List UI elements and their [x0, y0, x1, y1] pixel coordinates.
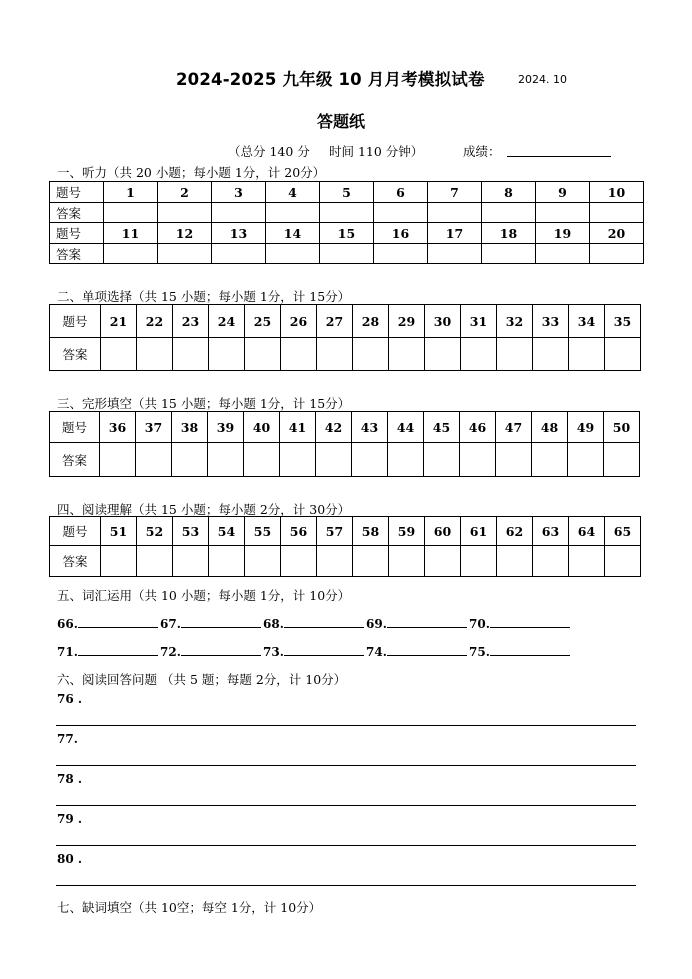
answer-cell[interactable]: [496, 443, 532, 477]
question-number: 30: [425, 305, 461, 338]
question-number: 63: [533, 517, 569, 546]
listening-answer-row-1: [50, 203, 644, 223]
vocab-number: 70.: [469, 617, 490, 631]
answer-cell[interactable]: [497, 338, 533, 371]
time-info: 时间 110 分钟）: [329, 144, 424, 159]
answer-cell[interactable]: [533, 338, 569, 371]
vocab-number: 72.: [160, 645, 181, 659]
answer-cell[interactable]: [389, 546, 425, 577]
section-reading-heading: 四、阅读理解（共 15 小题；每小题 2分，计 30分）: [57, 502, 351, 517]
answer-cell[interactable]: [209, 546, 245, 577]
answer-cell[interactable]: [173, 546, 209, 577]
answer-line-80[interactable]: [56, 885, 636, 886]
answer-cell[interactable]: [137, 338, 173, 371]
answer-cell[interactable]: [158, 203, 212, 223]
vocab-item: [263, 615, 366, 631]
question-number: 32: [497, 305, 533, 338]
answer-cell[interactable]: [428, 203, 482, 223]
answer-cell[interactable]: [101, 546, 137, 577]
answer-cell[interactable]: [244, 443, 280, 477]
question-number: 31: [461, 305, 497, 338]
question-label-78: 78 .: [57, 772, 83, 786]
question-number: 5: [320, 182, 374, 203]
question-number: 46: [460, 412, 496, 443]
question-number: 55: [245, 517, 281, 546]
answer-cell[interactable]: [389, 338, 425, 371]
vocab-item: [57, 615, 160, 631]
question-number: 21: [101, 305, 137, 338]
question-number: 14: [266, 223, 320, 244]
question-number: 26: [281, 305, 317, 338]
question-number: 41: [280, 412, 316, 443]
question-number: 1: [104, 182, 158, 203]
vocab-number: 67.: [160, 617, 181, 631]
answer-cell[interactable]: [482, 203, 536, 223]
vocab-blank[interactable]: [490, 615, 570, 628]
question-number: 15: [320, 223, 374, 244]
question-number: 36: [100, 412, 136, 443]
question-number: 9: [536, 182, 590, 203]
answer-cell[interactable]: [245, 338, 281, 371]
vocab-item: [160, 615, 263, 631]
vocab-blank[interactable]: [490, 643, 570, 656]
answer-cell[interactable]: [280, 443, 316, 477]
answer-label: 答案: [50, 203, 104, 223]
question-number: 53: [173, 517, 209, 546]
question-number: 51: [101, 517, 137, 546]
answer-cell[interactable]: [245, 546, 281, 577]
answer-cell[interactable]: [460, 443, 496, 477]
answer-line-79[interactable]: [56, 845, 636, 846]
question-label-79: 79 .: [57, 812, 83, 826]
answer-cell[interactable]: [605, 338, 641, 371]
question-number: 6: [374, 182, 428, 203]
vocab-blank[interactable]: [181, 643, 261, 656]
answer-cell[interactable]: [388, 443, 424, 477]
answer-cell[interactable]: [425, 338, 461, 371]
answer-label: 答案: [50, 546, 101, 577]
vocab-item: [469, 643, 572, 659]
vocab-number: 73.: [263, 645, 284, 659]
answer-cell[interactable]: [428, 244, 482, 264]
question-number: 43: [352, 412, 388, 443]
answer-label: 答案: [50, 244, 104, 264]
answer-cell[interactable]: [209, 338, 245, 371]
answer-cell[interactable]: [104, 244, 158, 264]
listening-question-row-1: [50, 182, 644, 203]
vocab-item: [57, 643, 160, 659]
score-blank[interactable]: [507, 156, 611, 157]
section-vocab-heading: 五、词汇运用（共 10 小题；每小题 1分，计 10分）: [57, 588, 351, 603]
question-number: 8: [482, 182, 536, 203]
vocab-number: 69.: [366, 617, 387, 631]
question-number: 47: [496, 412, 532, 443]
answer-cell[interactable]: [158, 244, 212, 264]
question-label: 题号: [50, 223, 104, 244]
answer-line-77[interactable]: [56, 765, 636, 766]
question-number: 24: [209, 305, 245, 338]
question-number: 60: [425, 517, 461, 546]
question-number: 49: [568, 412, 604, 443]
vocab-number: 66.: [57, 617, 78, 631]
question-label-76: 76 .: [57, 692, 83, 706]
question-number: 45: [424, 412, 460, 443]
cloze-answer-table: [49, 411, 640, 477]
question-number: 40: [244, 412, 280, 443]
question-number: 42: [316, 412, 352, 443]
answer-line-78[interactable]: [56, 805, 636, 806]
section-questions-heading: 六、阅读回答问题 （共 5 题；每题 2分，计 10分）: [57, 672, 347, 687]
answer-cell[interactable]: [605, 546, 641, 577]
question-number: 18: [482, 223, 536, 244]
vocab-blank[interactable]: [78, 615, 158, 628]
question-number: 64: [569, 517, 605, 546]
question-number: 39: [208, 412, 244, 443]
answer-cell[interactable]: [172, 443, 208, 477]
question-number: 48: [532, 412, 568, 443]
answer-cell[interactable]: [281, 546, 317, 577]
page-subtitle: 答题纸: [317, 112, 366, 131]
choice-question-row: [50, 305, 641, 338]
score-label: 成绩：: [463, 144, 501, 159]
question-number: 50: [604, 412, 640, 443]
question-label: 题号: [50, 517, 101, 546]
question-number: 19: [536, 223, 590, 244]
answer-cell[interactable]: [424, 443, 460, 477]
answer-cell[interactable]: [104, 203, 158, 223]
question-number: 54: [209, 517, 245, 546]
total-score-info: （总分 140 分: [228, 144, 310, 159]
listening-question-row-2: [50, 223, 644, 244]
answer-cell[interactable]: [317, 338, 353, 371]
answer-label: 答案: [50, 443, 100, 477]
answer-cell[interactable]: [173, 338, 209, 371]
answer-cell[interactable]: [568, 443, 604, 477]
answer-cell[interactable]: [317, 546, 353, 577]
answer-cell[interactable]: [101, 338, 137, 371]
answer-cell[interactable]: [266, 244, 320, 264]
question-number: 33: [533, 305, 569, 338]
reading-answer-row: [50, 546, 641, 577]
question-number: 16: [374, 223, 428, 244]
answer-cell[interactable]: [320, 244, 374, 264]
vocab-blank[interactable]: [387, 643, 467, 656]
answer-cell[interactable]: [536, 244, 590, 264]
question-number: 7: [428, 182, 482, 203]
question-number: 25: [245, 305, 281, 338]
vocab-item: [469, 615, 572, 631]
answer-cell[interactable]: [374, 203, 428, 223]
cloze-question-row: [50, 412, 640, 443]
question-number: 38: [172, 412, 208, 443]
answer-cell[interactable]: [353, 546, 389, 577]
question-number: 62: [497, 517, 533, 546]
answer-cell[interactable]: [212, 244, 266, 264]
answer-cell[interactable]: [604, 443, 640, 477]
answer-cell[interactable]: [461, 338, 497, 371]
page-title: 2024-2025 九年级 10 月月考模拟试卷: [176, 70, 485, 89]
answer-cell[interactable]: [482, 244, 536, 264]
listening-answer-table: [49, 181, 644, 264]
section-choice-heading: 二、单项选择（共 15 小题；每小题 1分，计 15分）: [57, 289, 351, 304]
answer-cell[interactable]: [353, 338, 389, 371]
answer-cell[interactable]: [316, 443, 352, 477]
question-number: 44: [388, 412, 424, 443]
vocab-blank[interactable]: [284, 643, 364, 656]
reading-question-row: [50, 517, 641, 546]
question-number: 56: [281, 517, 317, 546]
answer-cell[interactable]: [536, 203, 590, 223]
vocab-blank[interactable]: [181, 615, 261, 628]
listening-answer-row-2: [50, 244, 644, 264]
answer-cell[interactable]: [352, 443, 388, 477]
question-number: 27: [317, 305, 353, 338]
question-number: 37: [136, 412, 172, 443]
vocab-blank[interactable]: [387, 615, 467, 628]
vocab-number: 74.: [366, 645, 387, 659]
question-number: 35: [605, 305, 641, 338]
answer-label: 答案: [50, 338, 101, 371]
vocab-number: 75.: [469, 645, 490, 659]
vocab-item: [366, 643, 469, 659]
exam-date: 2024. 10: [518, 73, 567, 86]
question-label: 题号: [50, 412, 100, 443]
answer-cell[interactable]: [137, 546, 173, 577]
answer-cell[interactable]: [461, 546, 497, 577]
answer-cell[interactable]: [320, 203, 374, 223]
section-gap-fill-heading: 七、缺词填空（共 10空；每空 1分，计 10分）: [57, 900, 322, 915]
question-number: 11: [104, 223, 158, 244]
question-number: 13: [212, 223, 266, 244]
question-number: 3: [212, 182, 266, 203]
vocab-blank[interactable]: [78, 643, 158, 656]
vocab-item: [160, 643, 263, 659]
vocab-number: 68.: [263, 617, 284, 631]
answer-cell[interactable]: [266, 203, 320, 223]
answer-cell[interactable]: [281, 338, 317, 371]
question-number: 29: [389, 305, 425, 338]
answer-cell[interactable]: [569, 338, 605, 371]
answer-cell[interactable]: [532, 443, 568, 477]
question-number: 58: [353, 517, 389, 546]
question-number: 28: [353, 305, 389, 338]
question-label: 题号: [50, 305, 101, 338]
question-number: 17: [428, 223, 482, 244]
question-label-77: 77.: [57, 732, 78, 746]
question-label-80: 80 .: [57, 852, 83, 866]
answer-cell[interactable]: [100, 443, 136, 477]
question-number: 59: [389, 517, 425, 546]
answer-cell[interactable]: [208, 443, 244, 477]
question-number: 65: [605, 517, 641, 546]
question-number: 22: [137, 305, 173, 338]
vocab-row-2: [57, 643, 572, 659]
answer-cell[interactable]: [533, 546, 569, 577]
question-number: 23: [173, 305, 209, 338]
answer-cell[interactable]: [425, 546, 461, 577]
cloze-answer-row: [50, 443, 640, 477]
question-number: 2: [158, 182, 212, 203]
answer-cell[interactable]: [136, 443, 172, 477]
question-number: 57: [317, 517, 353, 546]
answer-line-76[interactable]: [56, 725, 636, 726]
choice-answer-row: [50, 338, 641, 371]
question-label: 题号: [50, 182, 104, 203]
answer-cell[interactable]: [212, 203, 266, 223]
question-number: 52: [137, 517, 173, 546]
choice-answer-table: [49, 304, 641, 371]
vocab-row-1: [57, 615, 572, 631]
answer-cell[interactable]: [374, 244, 428, 264]
answer-cell[interactable]: [590, 244, 644, 264]
vocab-number: 71.: [57, 645, 78, 659]
section-cloze-heading: 三、完形填空（共 15 小题；每小题 1分，计 15分）: [57, 396, 351, 411]
answer-cell[interactable]: [569, 546, 605, 577]
question-number: 20: [590, 223, 644, 244]
question-number: 12: [158, 223, 212, 244]
question-number: 10: [590, 182, 644, 203]
reading-answer-table: [49, 516, 641, 577]
question-number: 4: [266, 182, 320, 203]
section-listening-heading: 一、听力（共 20 小题；每小题 1分，计 20分）: [57, 165, 326, 180]
vocab-item: [366, 615, 469, 631]
answer-cell[interactable]: [590, 203, 644, 223]
vocab-item: [263, 643, 366, 659]
vocab-blank[interactable]: [284, 615, 364, 628]
question-number: 61: [461, 517, 497, 546]
question-number: 34: [569, 305, 605, 338]
answer-cell[interactable]: [497, 546, 533, 577]
